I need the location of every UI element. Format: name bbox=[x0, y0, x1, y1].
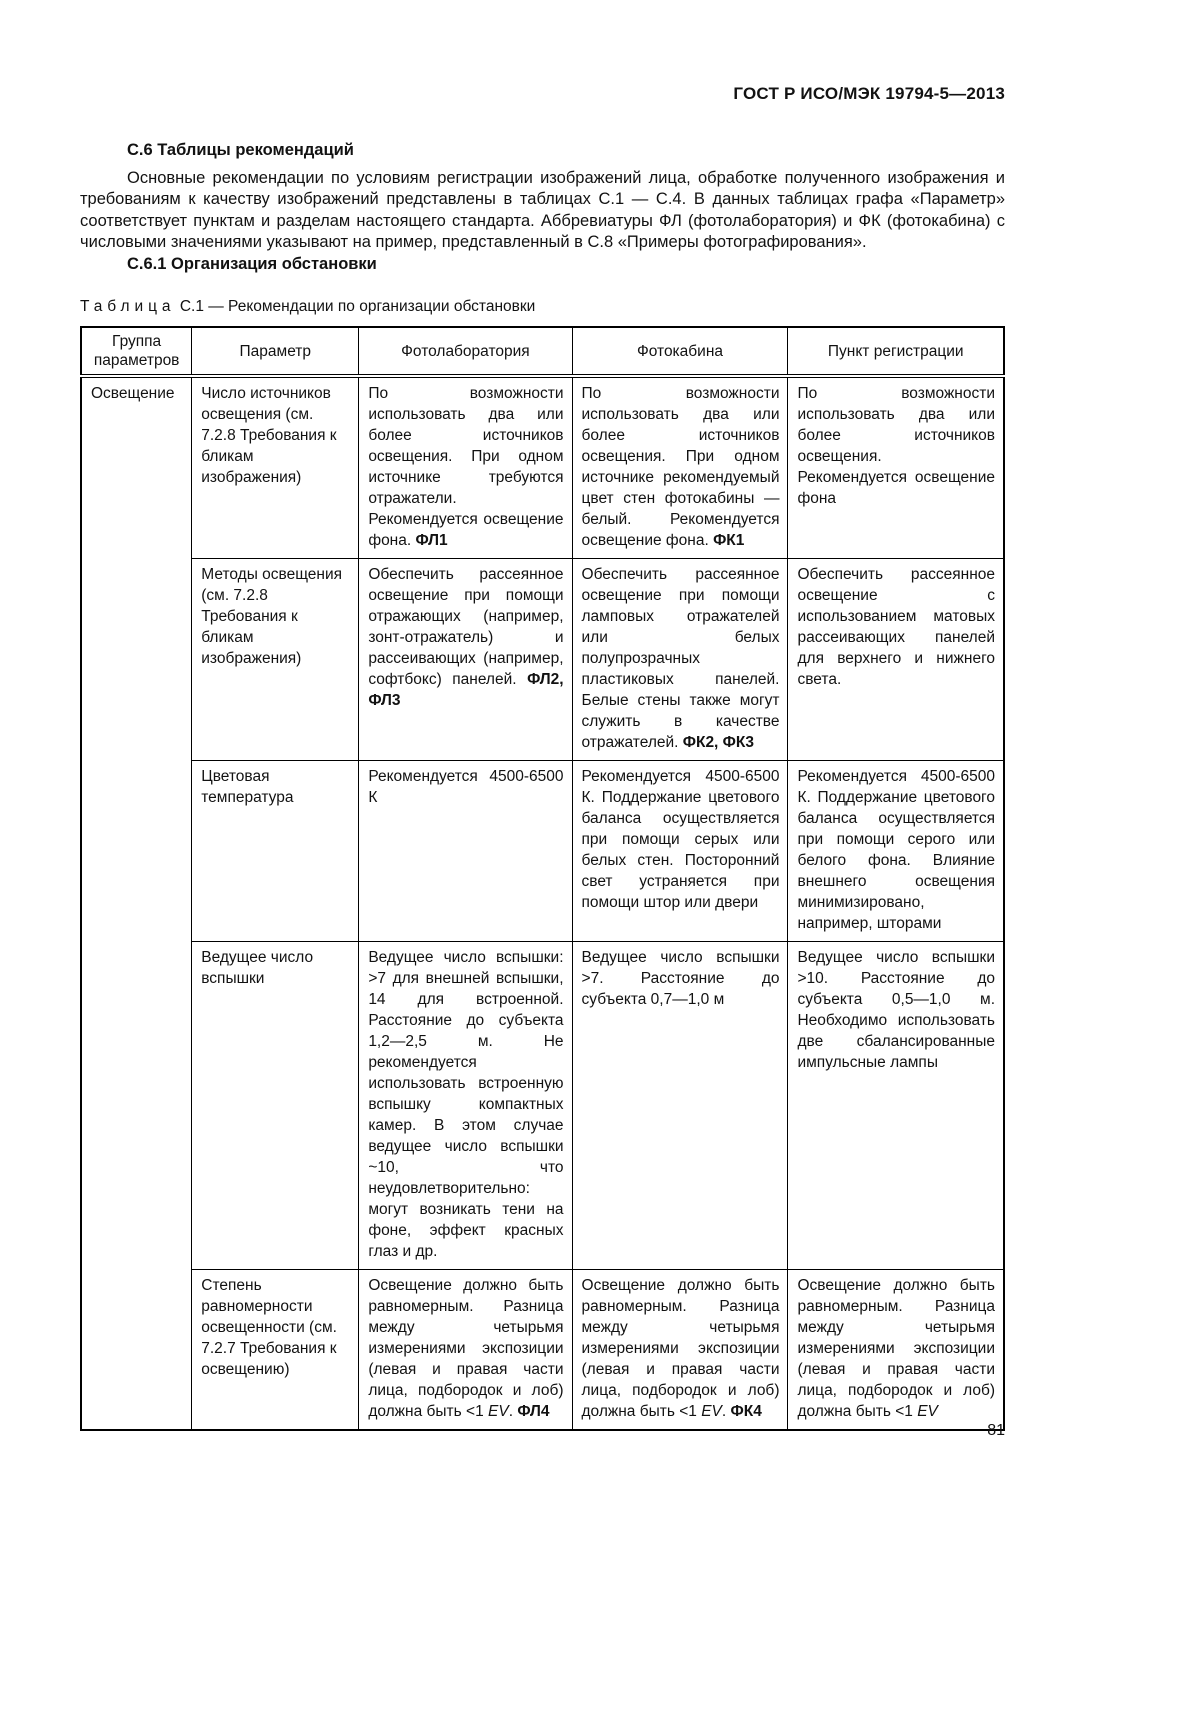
cell-photobooth bbox=[572, 376, 788, 559]
recommendations-table bbox=[80, 326, 1005, 1431]
table-caption-label: Таблица bbox=[80, 298, 176, 316]
col-header-photobooth: Фотокабина bbox=[572, 327, 788, 376]
col-header-group: Группа параметров bbox=[81, 327, 192, 376]
document-header bbox=[80, 84, 1005, 104]
example-code: ФК2, ФК3 bbox=[682, 734, 754, 752]
col-header-registration: Пункт регистрации bbox=[788, 327, 1004, 376]
cell-text: Число источников освещения (см. 7.2.8 Требования к бликам изображения) bbox=[201, 385, 337, 487]
cell-photolab bbox=[359, 942, 572, 1270]
page-content bbox=[80, 84, 1005, 1431]
cell-photobooth bbox=[572, 1270, 788, 1431]
group-cell: Освещение bbox=[81, 376, 192, 1430]
cell-photobooth bbox=[572, 559, 788, 761]
section-heading: С.6 Таблицы рекомендаций bbox=[127, 141, 354, 159]
cell-param bbox=[192, 942, 359, 1270]
example-code: ФЛ2, ФЛ3 bbox=[368, 671, 564, 710]
cell-registration bbox=[788, 559, 1004, 761]
cell-registration bbox=[788, 376, 1004, 559]
cell-text: Ведущее число вспышки: >7 для внешней вспышки, 14 для встроенной. Расстояние до субъекта 1,2—2,5 м. Не рекомендуется использовать встроенную вспышку компактных камер. В этом случае ведущее число вспышки ~10, что неудовлетворительно: могут возникать тени на фоне, эффект красных глаз и др. bbox=[368, 949, 564, 1261]
page-number: 81 bbox=[987, 1422, 1005, 1439]
example-code: ФК1 bbox=[713, 532, 745, 550]
table-caption bbox=[80, 297, 1005, 317]
intro-paragraph: Основные рекомендации по условиям регистрации изображений лица, обработке полученного изображения и требованиям к качеству изображений представлены в таблицах С.1 — С.4. В данных таблицах графа «Параметр» соответствует пунктам и разделам настоящего стандарта. Аббревиатуры ФЛ (фотолаборатория) и ФК (фотокабина) с числовыми значениями указывают на пример, представленный в С.8 «Примеры фотографирования». bbox=[80, 169, 1005, 251]
table-row bbox=[81, 761, 1004, 942]
cell-text: . bbox=[508, 1403, 518, 1421]
italic-text: EV bbox=[917, 1403, 938, 1421]
cell-param bbox=[192, 376, 359, 559]
table-header-row bbox=[81, 327, 1004, 376]
cell-text: . bbox=[721, 1403, 731, 1421]
cell-text: По возможности использовать два или более источников освещения. При одном источнике рекомендуемый цвет стен фотокабины — белый. Рекомендуется освещение фона. bbox=[581, 385, 780, 550]
cell-text: Ведущее число вспышки bbox=[201, 949, 314, 988]
cell-text: Обеспечить рассеянное освещение с использованием матовых рассеивающих панелей для верхнего и нижнего света. bbox=[797, 566, 995, 689]
italic-text: EV bbox=[701, 1403, 722, 1421]
cell-photolab bbox=[359, 376, 572, 559]
cell-text: Освещение должно быть равномерным. Разница между четырьмя измерениями экспозиции (левая и правая части лица, подбородок и лоб) должна быть <1 bbox=[581, 1277, 780, 1421]
table-row bbox=[81, 942, 1004, 1270]
cell-text: Освещение должно быть равномерным. Разница между четырьмя измерениями экспозиции (левая и правая части лица, подбородок и лоб) должна быть <1 bbox=[368, 1277, 564, 1421]
table-body bbox=[81, 376, 1004, 1430]
cell-text: Обеспечить рассеянное освещение при помощи отражающих (например, зонт-отражатель) и рассеивающих (например, софтбокс) панелей. bbox=[368, 566, 564, 689]
col-header-parameter: Параметр bbox=[192, 327, 359, 376]
cell-param bbox=[192, 559, 359, 761]
cell-text: Методы освещения (см. 7.2.8 Требования к бликам изображения) bbox=[201, 566, 342, 668]
cell-registration bbox=[788, 942, 1004, 1270]
cell-registration bbox=[788, 1270, 1004, 1431]
italic-text: EV bbox=[488, 1403, 509, 1421]
cell-text: Цветовая температура bbox=[201, 768, 294, 807]
cell-text: По возможности использовать два или более источников освещения. Рекомендуется освещение фона bbox=[797, 385, 995, 508]
cell-text: Ведущее число вспышки >10. Расстояние до субъекта 0,5—1,0 м. Необходимо использовать две сбалансированные импульсные лампы bbox=[797, 949, 995, 1072]
cell-registration bbox=[788, 761, 1004, 942]
standard-number: ГОСТ Р ИСО/МЭК 19794-5—2013 bbox=[733, 84, 1005, 103]
cell-text: Рекомендуется 4500-6500 К bbox=[368, 768, 564, 807]
cell-text: Рекомендуется 4500-6500 К. Поддержание цветового баланса осуществляется при помощи серого или белого фона. Влияние внешнего освещения минимизировано, например, шторами bbox=[797, 768, 995, 933]
cell-text: Степень равномерности освещенности (см. 7.2.7 Требования к освещению) bbox=[201, 1277, 337, 1379]
table-caption-text: С.1 — Рекомендации по организации обстановки bbox=[179, 298, 536, 316]
cell-text: Ведущее число вспышки >7. Расстояние до субъекта 0,7—1,0 м bbox=[581, 949, 780, 1009]
subsection-heading: С.6.1 Организация обстановки bbox=[127, 255, 377, 274]
table-row bbox=[81, 559, 1004, 761]
cell-text: Освещение должно быть равномерным. Разница между четырьмя измерениями экспозиции (левая и правая части лица, подбородок и лоб) должна быть <1 bbox=[797, 1277, 995, 1421]
table-row bbox=[81, 376, 1004, 559]
example-code: ФЛ4 bbox=[517, 1403, 550, 1421]
cell-text: Обеспечить рассеянное освещение при помощи ламповых отражателей или белых полупрозрачных пластиковых панелей. Белые стены также могут служить в качестве отражателей. bbox=[581, 566, 780, 752]
col-header-photolab: Фотолаборатория bbox=[359, 327, 572, 376]
cell-photolab bbox=[359, 761, 572, 942]
cell-photobooth bbox=[572, 761, 788, 942]
cell-photolab bbox=[359, 559, 572, 761]
cell-photolab bbox=[359, 1270, 572, 1431]
example-code: ФЛ1 bbox=[415, 532, 448, 550]
cell-text: По возможности использовать два или более источников освещения. При одном источнике требуются отражатели. Рекомендуется освещение фона. bbox=[368, 385, 564, 550]
cell-text: Рекомендуется 4500-6500 К. Поддержание цветового баланса осуществляется при помощи серых или белых стен. Посторонний свет устраняется при помощи штор или двери bbox=[581, 768, 780, 912]
example-code: ФК4 bbox=[730, 1403, 762, 1421]
cell-param bbox=[192, 761, 359, 942]
cell-param bbox=[192, 1270, 359, 1431]
cell-photobooth bbox=[572, 942, 788, 1270]
table-row bbox=[81, 1270, 1004, 1431]
